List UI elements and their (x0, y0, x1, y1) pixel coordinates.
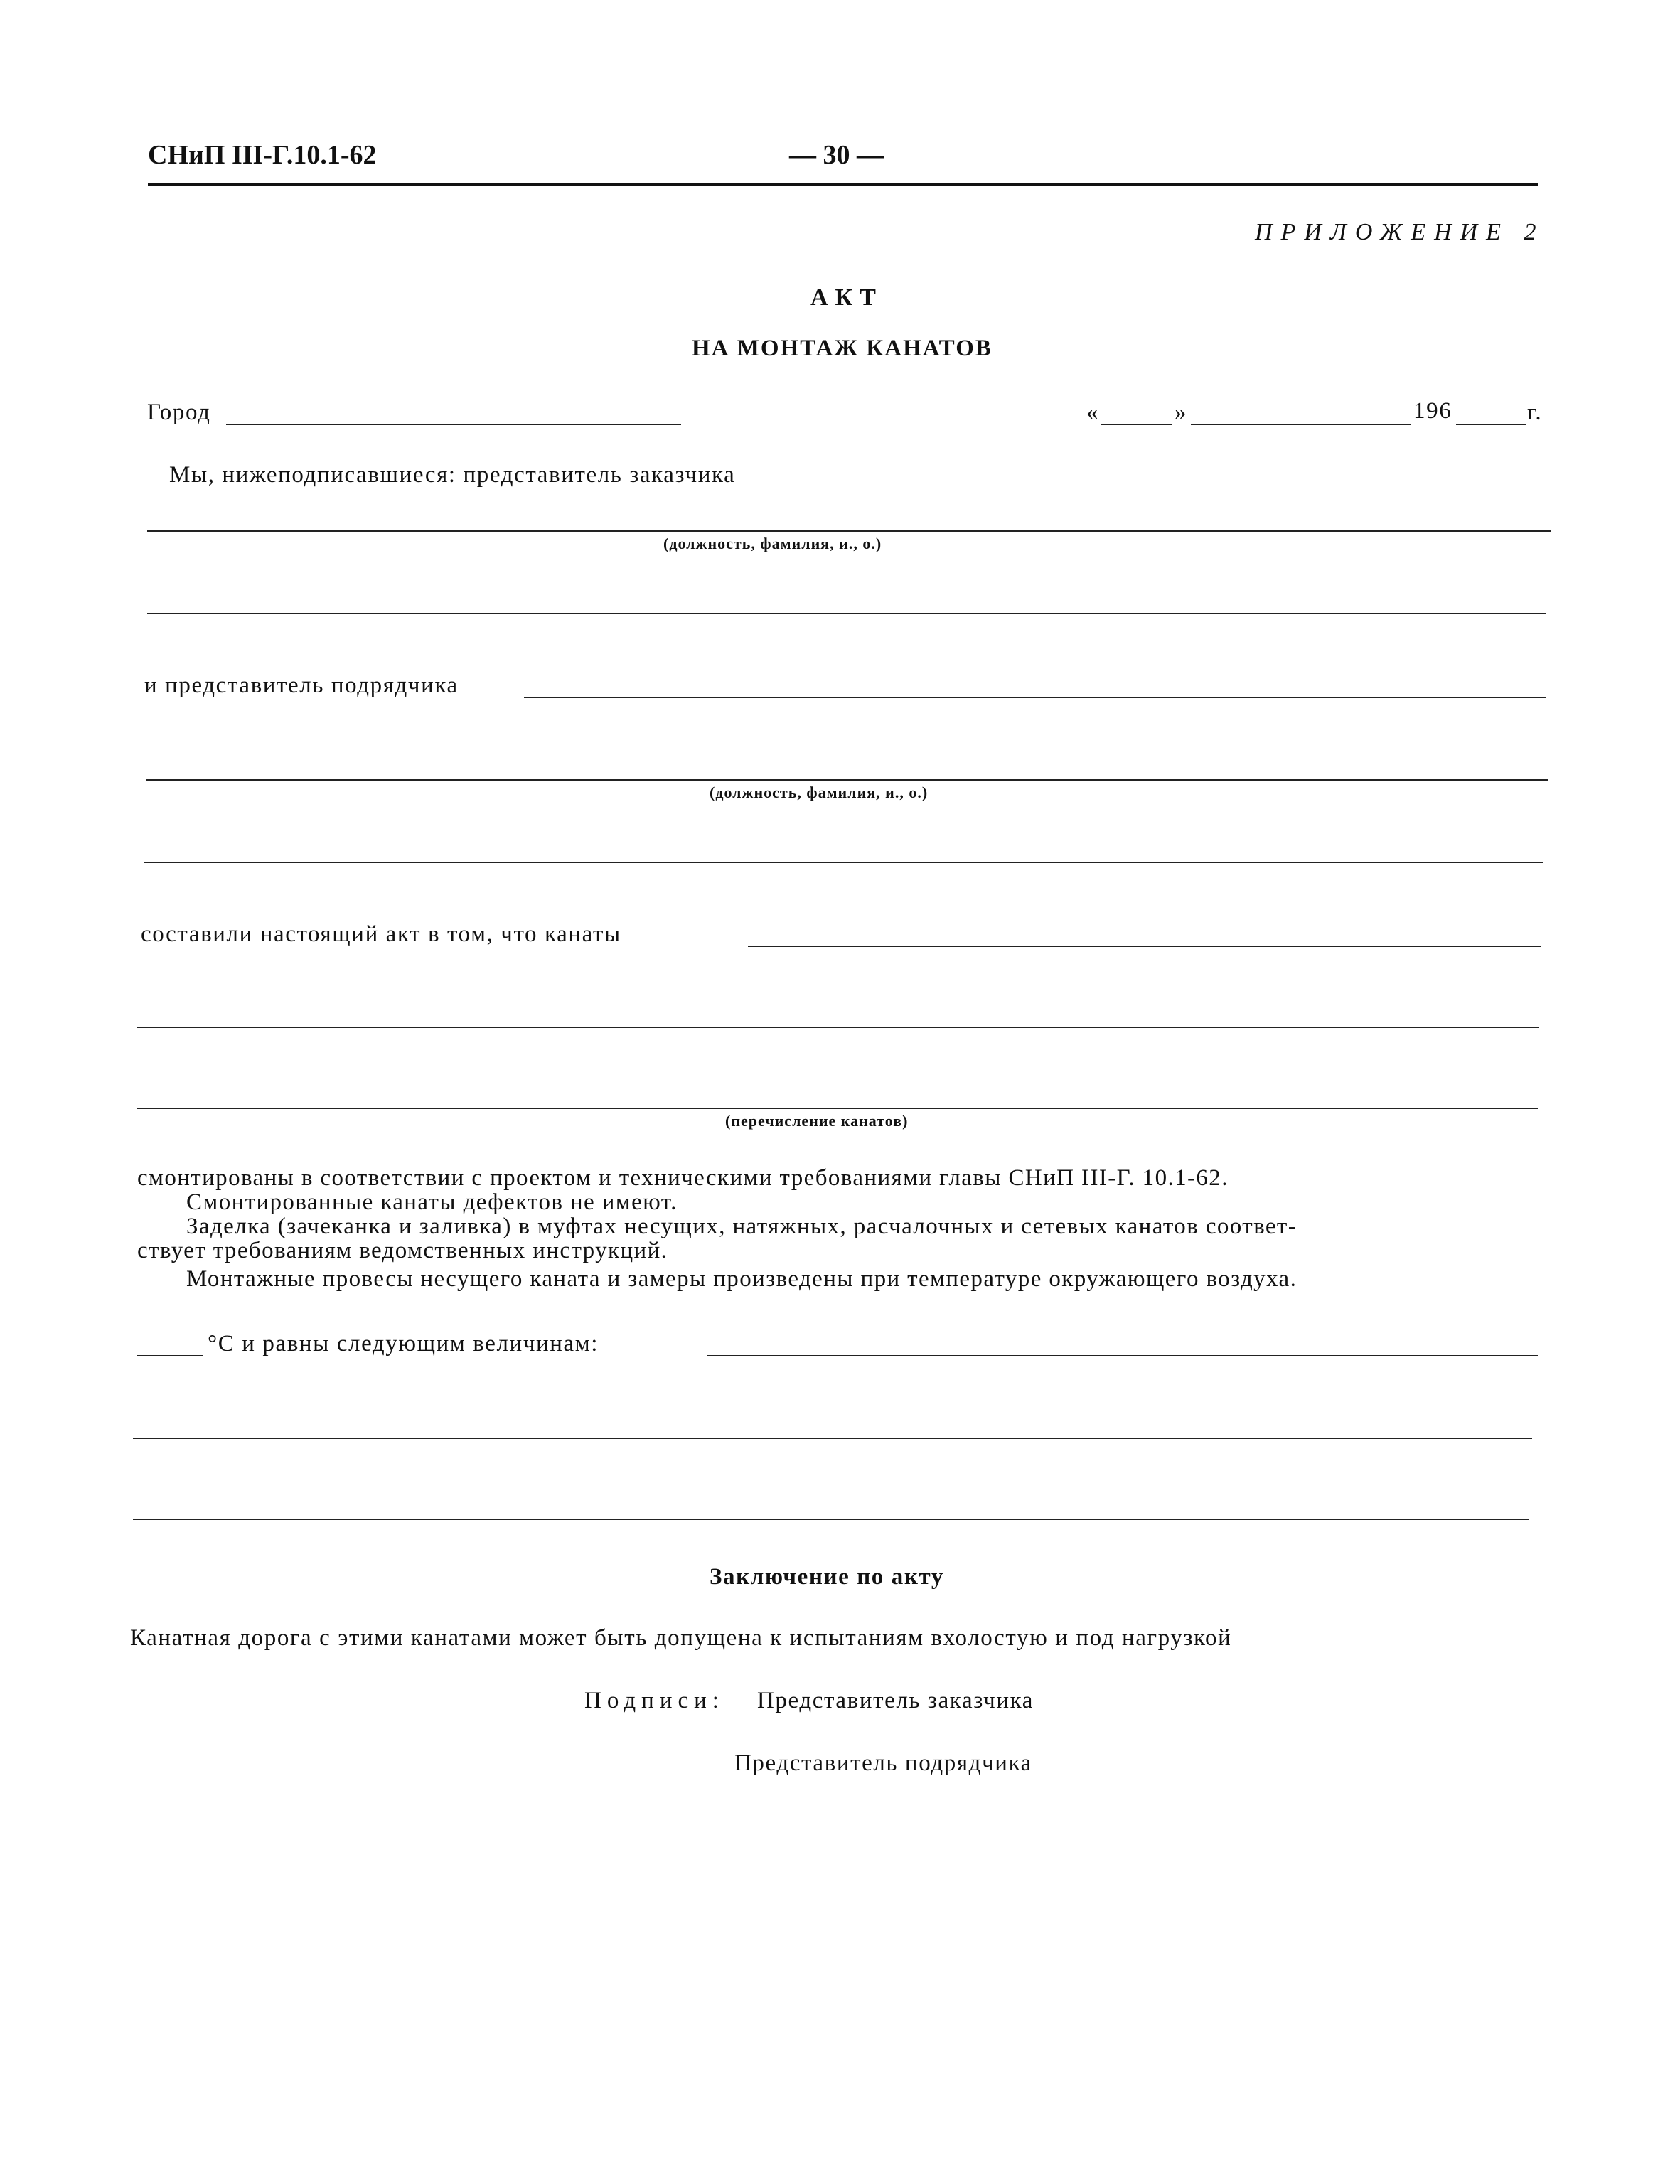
body-paragraph-3: Заделка (зачеканка и заливка) в муфтах несущих, натяжных, расчалочных и сетевых канатов соответ- (186, 1214, 1298, 1239)
appendix-label: ПРИЛОЖЕНИЕ 2 (1255, 219, 1545, 245)
values-field[interactable] (707, 1355, 1538, 1356)
month-field[interactable] (1191, 424, 1411, 425)
signatures-label: Подписи: (584, 1688, 724, 1713)
year-field[interactable] (1456, 424, 1526, 425)
contractor-representative-field-3[interactable] (144, 862, 1543, 863)
intro-text: Мы, нижеподписавшиеся: представитель заказчика (169, 462, 736, 488)
year-prefix: 196 (1413, 398, 1452, 424)
city-field[interactable] (226, 424, 681, 425)
customer-representative-field[interactable] (147, 530, 1551, 532)
body-paragraph-5: Монтажные провесы несущего каната и замеры произведены при температуре окружающего воздуха. (186, 1266, 1298, 1292)
date-open-quote: « (1086, 400, 1100, 425)
values-field-3[interactable] (133, 1519, 1529, 1520)
header-rule (148, 183, 1538, 186)
day-field[interactable] (1101, 424, 1172, 425)
conclusion-text: Канатная дорога с этими канатами может быть допущена к испытаниям вхолостую и под нагрузкой (130, 1625, 1232, 1651)
ropes-field[interactable] (748, 946, 1541, 947)
signature-contractor: Представитель подрядчика (734, 1750, 1032, 1776)
document-code: СНиП III-Г.10.1-62 (148, 140, 377, 170)
body-paragraph-1: смонтированы в соответствии с проектом и техническими требованиями главы СНиП III-Г. 10.1-62. (137, 1165, 1229, 1191)
temperature-label: °С и равны следующим величинам: (208, 1331, 599, 1356)
customer-representative-field-2[interactable] (147, 613, 1546, 614)
page-number: — 30 — (789, 140, 884, 170)
date-close-quote: » (1175, 400, 1188, 425)
values-field-2[interactable] (133, 1438, 1532, 1439)
ropes-field-3[interactable] (137, 1108, 1538, 1109)
ropes-field-2[interactable] (137, 1027, 1539, 1028)
act-title: АКТ (810, 284, 883, 311)
city-label: Город (147, 400, 211, 425)
temperature-field[interactable] (137, 1355, 203, 1356)
act-subtitle: НА МОНТАЖ КАНАТОВ (692, 336, 993, 361)
year-suffix: г. (1527, 400, 1543, 425)
caption-ropes-list: (перечисление канатов) (725, 1112, 909, 1130)
contractor-representative-field-2[interactable] (146, 779, 1548, 781)
act-statement: составили настоящий акт в том, что канаты (141, 921, 621, 947)
contractor-representative-field[interactable] (524, 697, 1546, 698)
body-paragraph-2: Смонтированные канаты дефектов не имеют. (186, 1189, 678, 1215)
signature-customer: Представитель заказчика (757, 1688, 1034, 1713)
body-paragraph-4: ствует требованиям ведомственных инструкций. (137, 1238, 668, 1263)
caption-position-name-1: (должность, фамилия, и., о.) (663, 535, 882, 552)
conclusion-heading: Заключение по акту (710, 1564, 944, 1590)
caption-position-name-2: (должность, фамилия, и., о.) (710, 783, 929, 801)
contractor-label: и представитель подрядчика (144, 673, 459, 698)
